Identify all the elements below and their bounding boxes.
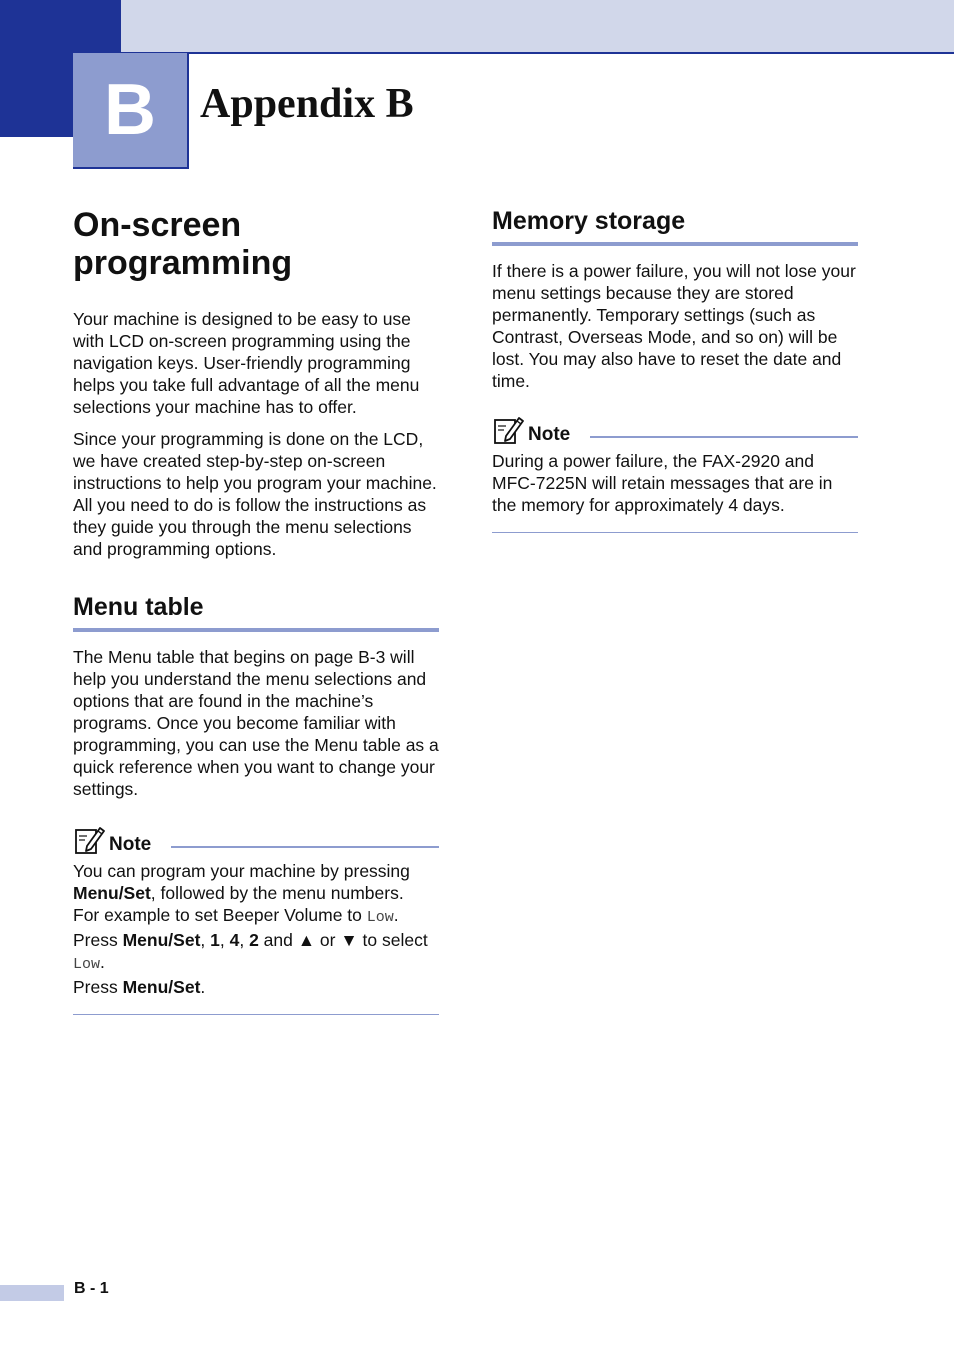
note-header-memory [492,412,858,446]
note-body [73,860,439,998]
note-line-3: Press Menu/Set, 1, 4, 2 and ▲ or ▼ to select Low. [73,930,428,973]
menu-table-paragraph: The Menu table that begins on page B-3 will help you understand the menu selections and options that are found in the machine’s programs. Once you become familiar with programming, you can use the Menu table as a quick reference when you want to change your settings. [73,647,439,799]
note-rule [590,436,858,438]
note-end-rule [73,1014,439,1015]
section-heading-menu-table: Menu table [73,592,439,632]
footer-bar [0,1285,64,1301]
header-band [121,0,954,54]
chapter-letter-tab: B [73,53,189,169]
note-label: Note [109,834,152,855]
left-column [73,206,439,1015]
section-heading-memory-storage: Memory storage [492,206,858,246]
note-line-2: For example to set Beeper Volume to Low. [73,905,399,926]
page-number: B - 1 [74,1280,109,1297]
chapter-title: Appendix B [200,81,414,127]
section-heading-on-screen-programming: On-screen programming [73,206,293,282]
note-line-1: You can program your machine by pressing Menu/Set, followed by the menu numbers. [73,861,410,903]
intro-paragraph-2: Since your programming is done on the LCD, we have created step-by-step on-screen instructions to help you program your machine. All you need to do is follow the instructions as they guide you through the menu selections and programming options. [73,429,437,559]
note-pencil-icon [492,414,524,446]
right-column [492,206,858,533]
note-pencil-icon [73,824,105,856]
note-header [73,822,439,856]
note-end-rule [492,532,858,533]
memory-note-body: During a power failure, the FAX-2920 and MFC-7225N will retain messages that are in the memory for approximately 4 days. [492,451,833,515]
note-rule [171,846,439,848]
note-label: Note [528,424,571,445]
intro-paragraph-1: Your machine is designed to be easy to use with LCD on-screen programming using the navigation keys. User-friendly programming helps you take full advantage of all the menu selections your machine has to offer. [73,309,420,417]
memory-storage-paragraph: If there is a power failure, you will not lose your menu settings because they are stored permanently. Temporary settings (such as Contrast, Overseas Mode, and so on) will be lost. You may also have to reset the date and time. [492,261,856,391]
note-line-4: Press Menu/Set. [73,977,206,997]
